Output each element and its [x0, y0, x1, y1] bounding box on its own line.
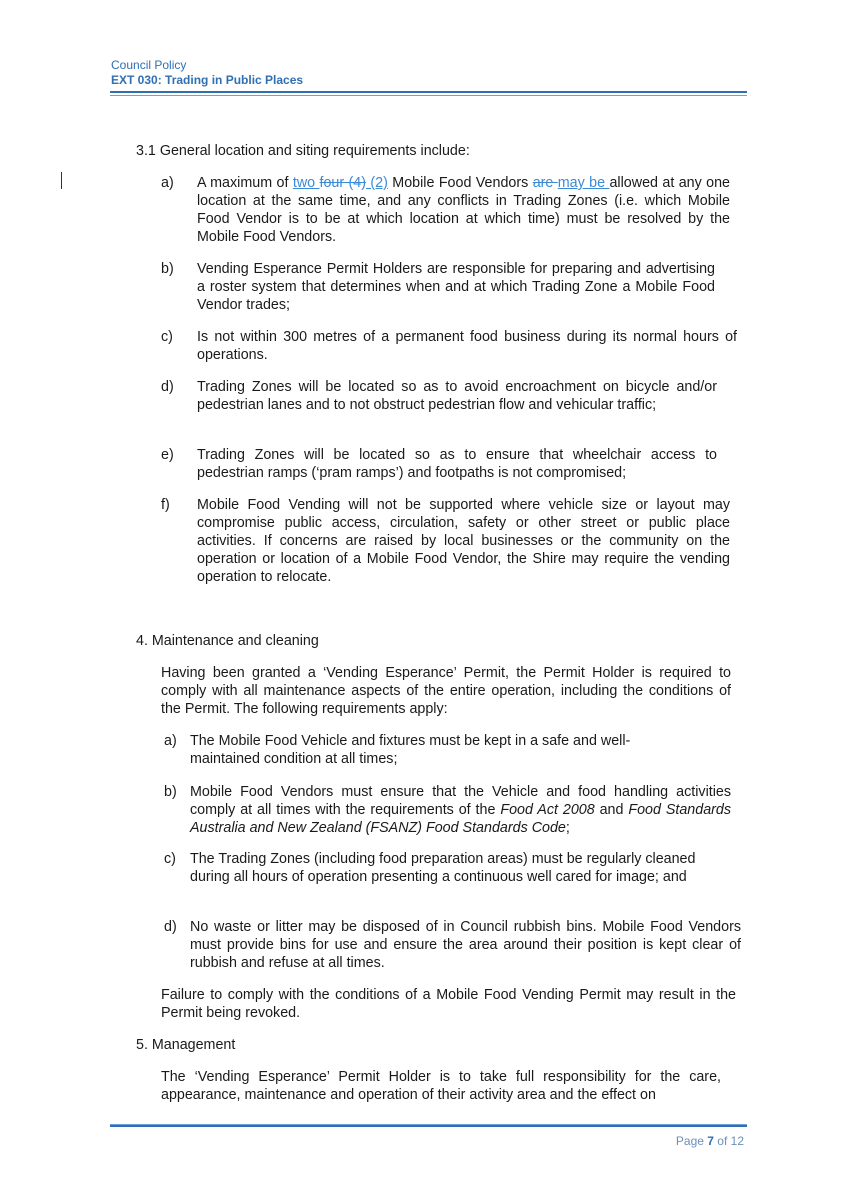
inserted-text: may be — [557, 175, 610, 191]
item-label: d) — [161, 379, 174, 395]
section-5-text: The ‘Vending Esperance’ Permit Holder is to take full responsibility for the care, appearance, maintenance and operation of their activity area and the effect on — [161, 1069, 721, 1103]
section-3-1-item-b: Vending Esperance Permit Holders are responsible for preparing and advertising a roster system that determines when and at which Trading Zone a Mobile Food Vendor trades; — [197, 261, 715, 313]
section-3-1-item-e: Trading Zones will be located so as to ensure that wheelchair access to pedestrian ramps (‘pram ramps’) and footpaths is not compromised; — [197, 447, 717, 481]
section-4-item-b: Mobile Food Vendors must ensure that the Vehicle and food handling activities comply at all times with the requirements of the Food Act 2008 and Food Standards Australia and New Zealand (FSANZ) Food Standards Code; — [190, 784, 732, 836]
section-3-1-item-f: Mobile Food Vending will not be supported where vehicle size or layout may compromise public access, circulation, safety or other street or public place activities. If concerns are raised by local businesses or the community on the operation or location of a Mobile Food Vendor, the Shire may require the vending operation to relocate. — [197, 497, 730, 585]
item-label: d) — [164, 919, 177, 935]
footer-rule — [110, 1124, 747, 1127]
section-4-item-a: The Mobile Food Vehicle and fixtures must be kept in a safe and well-maintained condition at all times; — [190, 733, 631, 767]
header-rule — [110, 91, 747, 96]
inserted-text: two — [292, 175, 320, 191]
item-label: e) — [161, 447, 174, 463]
item-label: b) — [161, 261, 174, 277]
header-policy-title: EXT 030: Trading in Public Places — [111, 73, 304, 87]
section-3-1-heading: 3.1 General location and siting requirements include: — [136, 143, 470, 159]
item-label: a) — [161, 175, 174, 191]
section-4-item-d: No waste or litter may be disposed of in Council rubbish bins. Mobile Food Vendors must provide bins for use and ensure the area around their position is kept clear of rubbish and refuse at all times. — [190, 919, 741, 971]
section-3-1-item-c: Is not within 300 metres of a permanent food business during its normal hours of operations. — [197, 329, 737, 363]
section-4-closing: Failure to comply with the conditions of a Mobile Food Vending Permit may result in the Permit being revoked. — [161, 987, 736, 1021]
header-council-policy: Council Policy — [111, 58, 187, 72]
item-label: c) — [164, 851, 176, 867]
section-3-1-item-a: A maximum of two four (4) (2) Mobile Food Vendors are may be allowed at any one location at the same time, and any conflicts in Trading Zones (i.e. which Mobile Food Vendor is to be at which location at which time) must be resolved by the Mobile Food Vendors. — [197, 175, 730, 245]
page-number: Page 7 of 12 — [675, 1134, 744, 1148]
revision-change-bar — [61, 172, 62, 189]
section-4-intro: Having been granted a ‘Vending Esperance’ Permit, the Permit Holder is required to comply with all maintenance aspects of the entire operation, including the conditions of the Permit. The following requirements apply: — [161, 665, 731, 717]
section-5-heading: 5. Management — [136, 1037, 236, 1053]
section-4-item-c: The Trading Zones (including food preparation areas) must be regularly cleaned during all hours of operation presenting a continuous well cared for image; and — [190, 851, 696, 885]
item-label: a) — [164, 733, 177, 749]
item-label: c) — [161, 329, 173, 345]
inserted-text: (2) — [370, 175, 388, 191]
deleted-text: four (4) — [319, 175, 367, 191]
section-3-1-item-d: Trading Zones will be located so as to avoid encroachment on bicycle and/or pedestrian lanes and to not obstruct pedestrian flow and vehicular traffic; — [197, 379, 717, 413]
page-header — [111, 58, 303, 88]
section-4-heading: 4. Maintenance and cleaning — [136, 633, 319, 649]
deleted-text: are — [532, 175, 558, 191]
item-label: b) — [164, 784, 177, 800]
item-label: f) — [161, 497, 170, 513]
